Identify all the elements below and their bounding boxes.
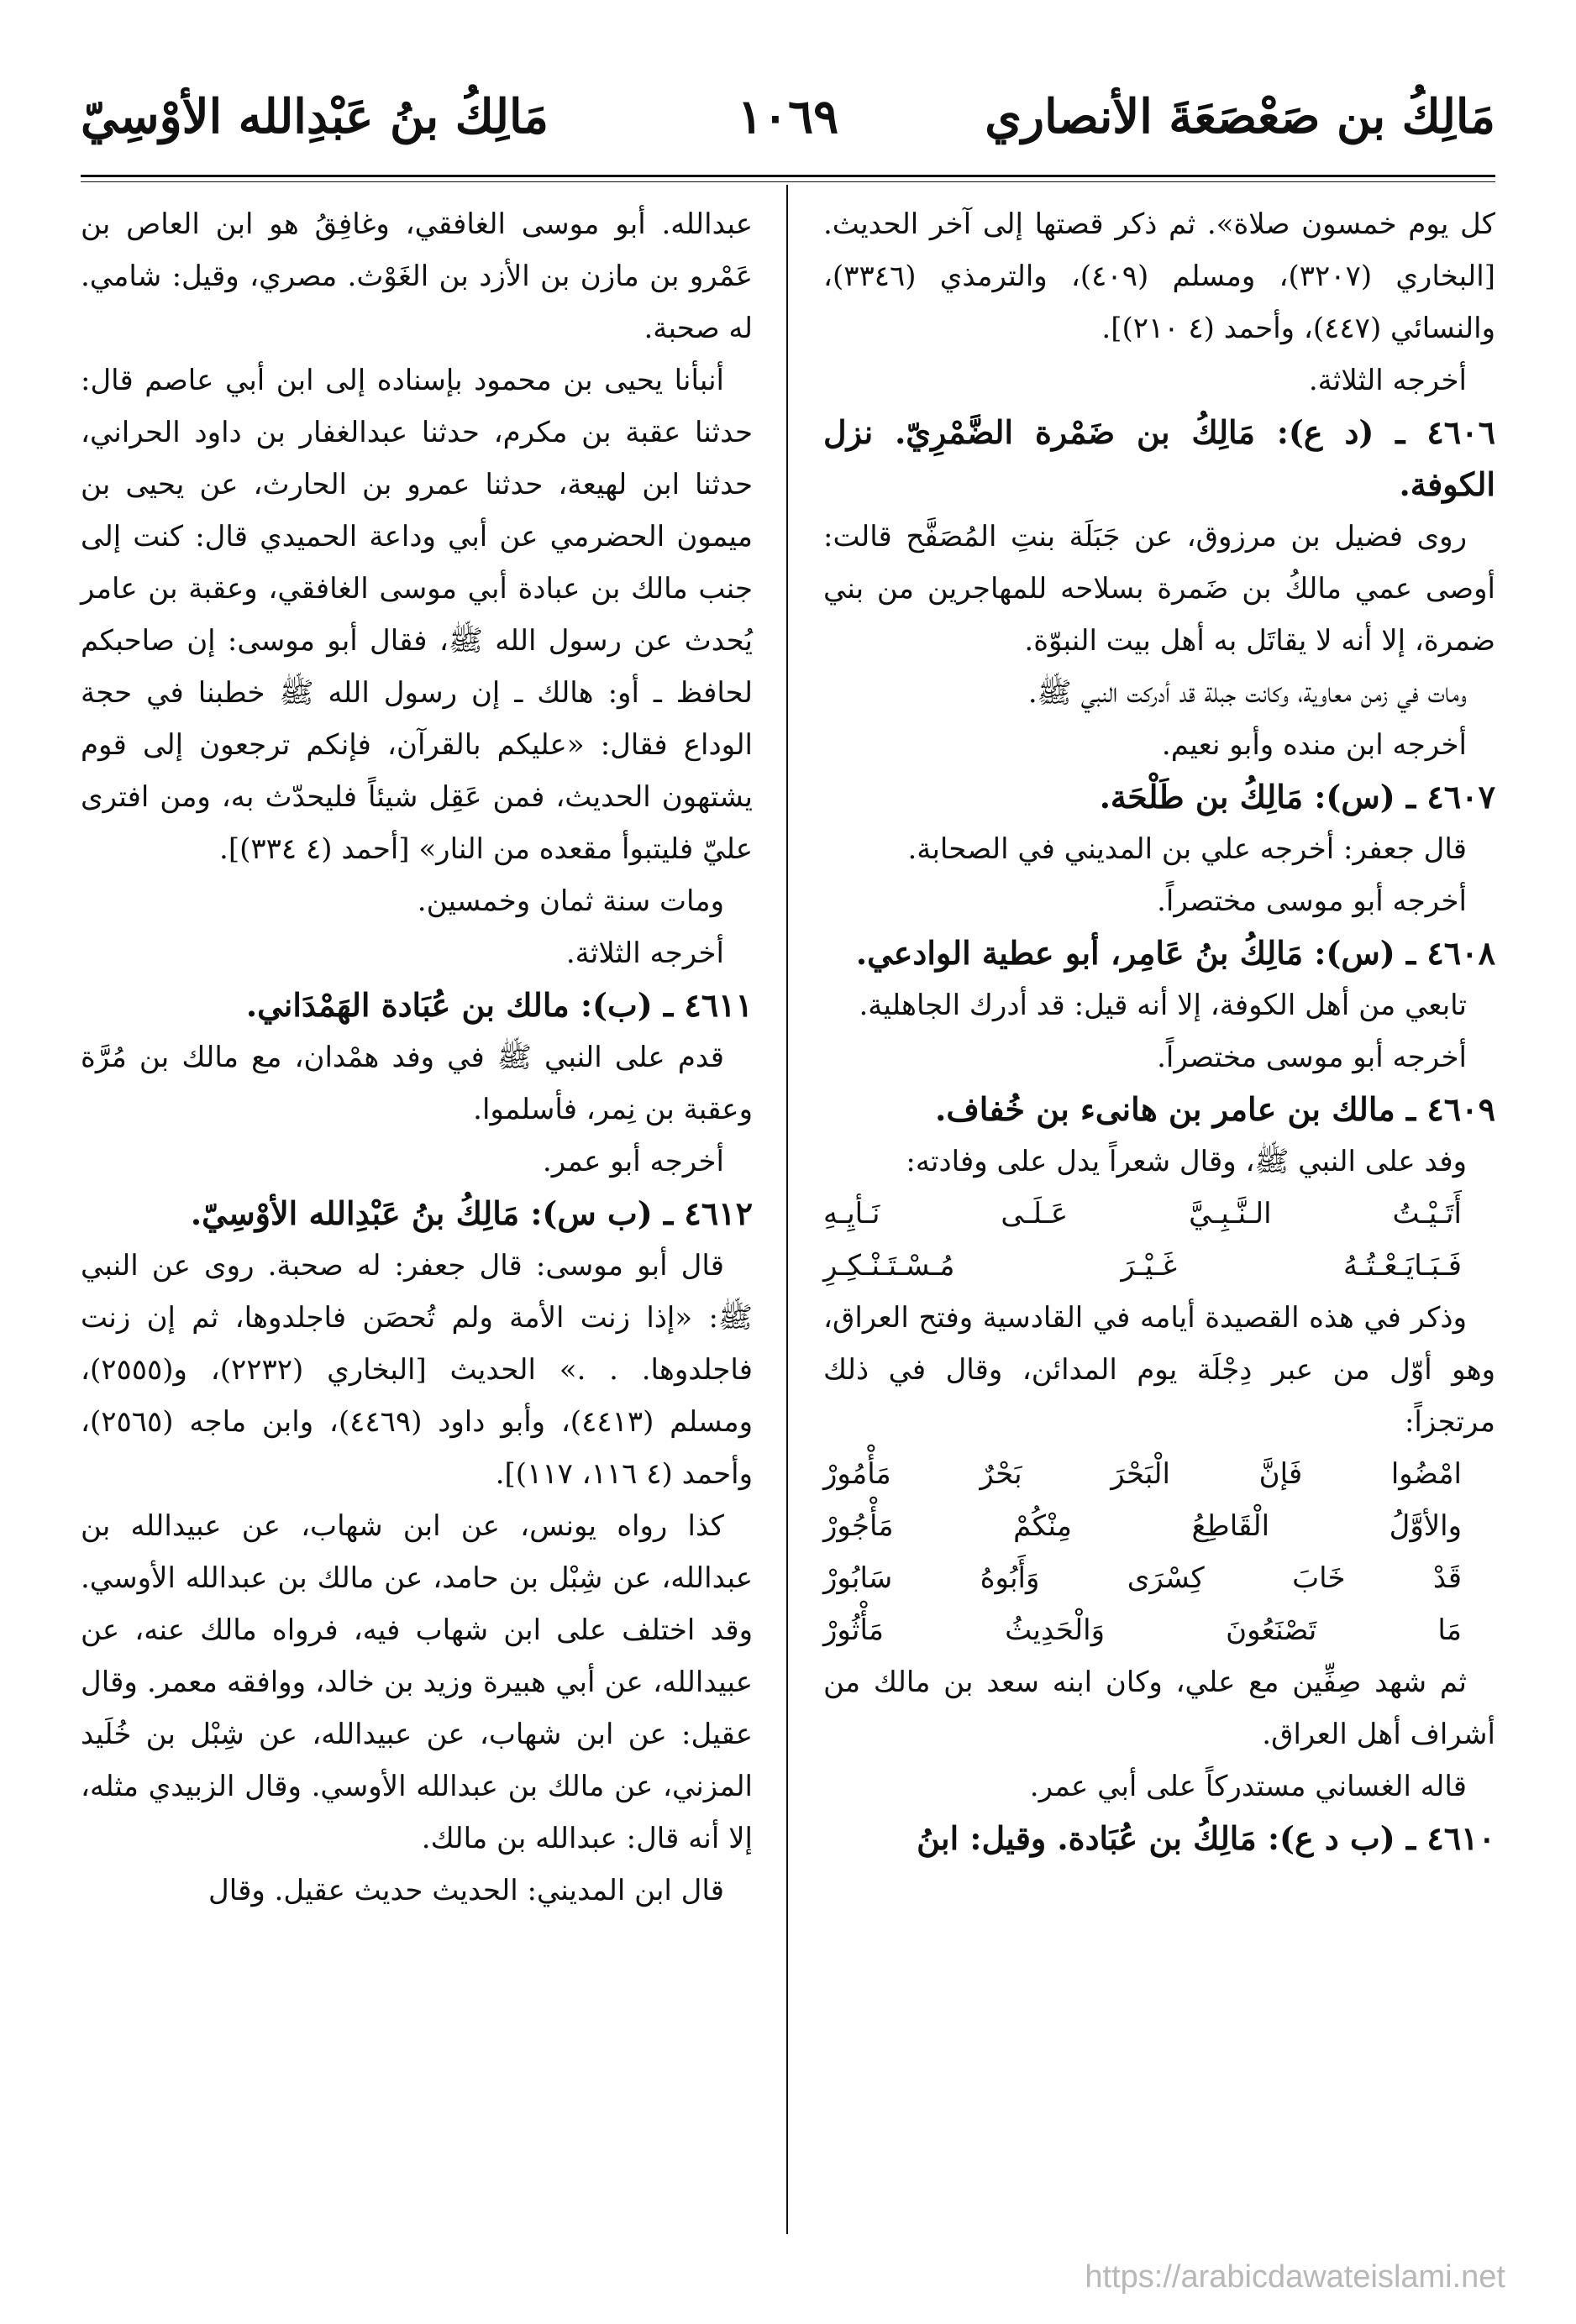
paragraph: روى فضيل بن مرزوق، عن جَبَلَة بنتِ المُصَفَّح قالت: أوصى عمي مالكُ بن ضَمرة بسلاحه للمهاجرين من بني ضمرة، إلا أنه لا يقاتَل به أهل بيت النبوّة. <box>823 520 1495 658</box>
poem-rajaz <box>823 1448 1495 1656</box>
entry-heading-4607: ٤٦٠٧ ـ (س): مَالِكُ بن طَلْحَة. <box>1099 778 1495 816</box>
paragraph: قال ابن المديني: الحديث حديث عقيل. وقال <box>208 1874 724 1907</box>
paragraph: تابعي من أهل الكوفة، إلا أنه قيل: قد أدرك الجاهلية. <box>859 989 1467 1022</box>
paragraph: وفد على النبي ﷺ، وقال شعراً يدل على وفادته: <box>906 1145 1467 1178</box>
verse-line: أَتَـيْـتُ الـنَّـبِـيَّ عَـلَـى نَـأيِـهِ <box>823 1197 1462 1230</box>
paragraph: كذا رواه يونس، عن ابن شهاب، عن عبيدالله بن عبدالله، عن شِبْل بن حامد، عن مالك بن عبدالله الأوسي. وقد اختلف على ابن شهاب فيه، فرواه مالك عنه، عن عبيدالله، عن أبي هبيرة وزيد بن خالد، ووافقه معمر. وقال عقيل: عن ابن شهاب، عن عبيدالله، عن شِبْل بن خُلَيد المزني، عن مالك بن عبدالله الأوسي. وقال الزبيدي مثله، إلا أنه قال: عبدالله بن مالك. <box>81 1509 753 1855</box>
paragraph: أخرجه أبو عمر. <box>542 1145 724 1178</box>
entry-heading-4610: ٤٦١٠ ـ (ب د ع): مَالِكُ بن عُبَادة. وقيل: ابنُ <box>917 1819 1495 1857</box>
running-title-left: مَالِكُ بنُ عَبْدِالله الأوْسِيّ <box>81 89 549 144</box>
page-header <box>81 77 1495 170</box>
entry-heading-4612: ٤٦١٢ ـ (ب س): مَالِكُ بنُ عَبْدِالله الأوْسِيّ. <box>190 1194 753 1232</box>
paragraph: ثم شهد صِفِّين مع علي، وكان ابنه سعد بن مالك من أشراف أهل العراق. <box>823 1666 1495 1751</box>
entry-heading-4609: ٤٦٠٩ ـ مالك بن عامر بن هانىء بن خُفاف. <box>935 1090 1495 1128</box>
verse-line: فَـبَـايَـعْـتُـهُ غَـيْـرَ مُـسْـتَـنْـكِـرِ <box>823 1249 1462 1283</box>
paragraph: أخرجه الثلاثة. <box>1308 364 1467 397</box>
paragraph: أخرجه أبو موسى مختصراً. <box>1157 884 1467 918</box>
page-number: ١٠٦٩ <box>737 89 839 144</box>
paragraph: وذكر في هذه القصيدة أيامه في القادسية وفتح العراق، وهو أوّل من عبر دِجْلَة يوم المدائن، وقال في ذلك مرتجزاً: <box>823 1301 1495 1439</box>
entry-heading-4606: ٤٦٠٦ ـ (د ع): مَالِكُ بن ضَمْرة الضَّمْرِيّ. نزل الكوفة. <box>823 413 1495 503</box>
column-divider <box>786 185 788 2234</box>
paragraph: قاله الغساني مستدركاً على أبي عمر. <box>1029 1770 1467 1803</box>
paragraph: أخرجه أبو موسى مختصراً. <box>1157 1041 1467 1074</box>
entry-heading-4611: ٤٦١١ ـ (ب): مالك بن عُبَادة الهَمْدَاني. <box>245 986 753 1024</box>
paragraph: أخرجه الثلاثة. <box>565 936 724 970</box>
paragraph: كل يوم خمسون صلاة». ثم ذكر قصتها إلى آخر الحديث. [البخاري (٣٢٠٧)، ومسلم (٤٠٩)، والترمذي (٣٣٤٦)، والنسائي (٤٤٧)، وأحمد (٤ ٢١٠)]. <box>823 207 1495 345</box>
header-rule <box>81 175 1495 177</box>
right-column <box>823 198 1495 1865</box>
poem-verse <box>823 1188 1495 1292</box>
paragraph: أخرجه ابن منده وأبو نعيم. <box>1161 728 1467 762</box>
verse-line: والأوَّلُ الْقَاطِعُ مِنْكُمْ مَأْجُورْ <box>823 1509 1462 1543</box>
paragraph: عبدالله. أبو موسى الغافقي، وغافِقُ هو ابن العاص بن عَمْرو بن مازن بن الأزد بن الغَوْث. مصري، وقيل: شامي. له صحبة. <box>81 207 753 345</box>
paragraph: ومات في زمن معاوية، وكانت جبلة قد أدركت النبي ﷺ. <box>1027 676 1467 710</box>
watermark-url: https://arabicdawateislami.net <box>1085 2259 1505 2295</box>
paragraph: قدم على النبي ﷺ في وفد همْدان، مع مالك بن مُرَّة وعقبة بن نِمر، فأسلموا. <box>81 1041 753 1126</box>
verse-line: مَا تَصْنَعُونَ وَالْحَدِيثُ مَأْثُورْ <box>823 1613 1462 1647</box>
left-column <box>81 198 753 1917</box>
paragraph: ومات سنة ثمان وخمسين. <box>417 884 724 918</box>
header-rule-thin <box>81 181 1495 182</box>
paragraph: قال جعفر: أخرجه علي بن المديني في الصحابة. <box>907 832 1467 866</box>
entry-heading-4608: ٤٦٠٨ ـ (س): مَالِكُ بنُ عَامِر، أبو عطية الوادعي. <box>855 934 1495 972</box>
verse-line: امْضُوا فَإنَّ الْبَحْرَ بَحْرٌ مَأْمُورْ <box>823 1457 1462 1491</box>
verse-line: قَدْ خَابَ كِسْرَى وَأَبُوهُ سَابُورْ <box>823 1561 1462 1595</box>
paragraph: قال أبو موسى: قال جعفر: له صحبة. روى عن النبي ﷺ: «إذا زنت الأمة ولم تُحصَن فاجلدوها، ثم إن زنت فاجلدوها. . .» الحديث [البخاري (٢٢٣٢)، و(٢٥٥٥)، ومسلم (٤٤١٣)، وأبو داود (٤٤٦٩)، وابن ماجه (٢٥٦٥)، وأحمد (٤ ١١٦، ١١٧)]. <box>81 1249 754 1491</box>
running-title-right: مَالِكُ بن صَعْصَعَةَ الأنصاري <box>985 89 1495 144</box>
paragraph: أنبأنا يحيى بن محمود بإسناده إلى ابن أبي عاصم قال: حدثنا عقبة بن مكرم، حدثنا عبدالغفار بن داود الحراني، حدثنا ابن لهيعة، حدثنا عمرو بن الحارث، عن يحيى بن ميمون الحضرمي عن أبي وداعة الحميدي قال: كنت إلى جنب مالك بن عبادة أبي موسى الغافقي، وعقبة بن عامر يُحدث عن رسول الله ﷺ، فقال أبو موسى: إن صاحبكم لحافظ ـ أو: هالك ـ إن رسول الله ﷺ خطبنا في حجة الوداع فقال: «عليكم بالقرآن، فإنكم ترجعون إلى قوم يشتهون الحديث، فمن عَقِل شيئاً فليحدّث به، ومن افترى عليّ فليتبوأ مقعده من النار» [أحمد (٤ ٣٣٤)]. <box>81 364 753 866</box>
